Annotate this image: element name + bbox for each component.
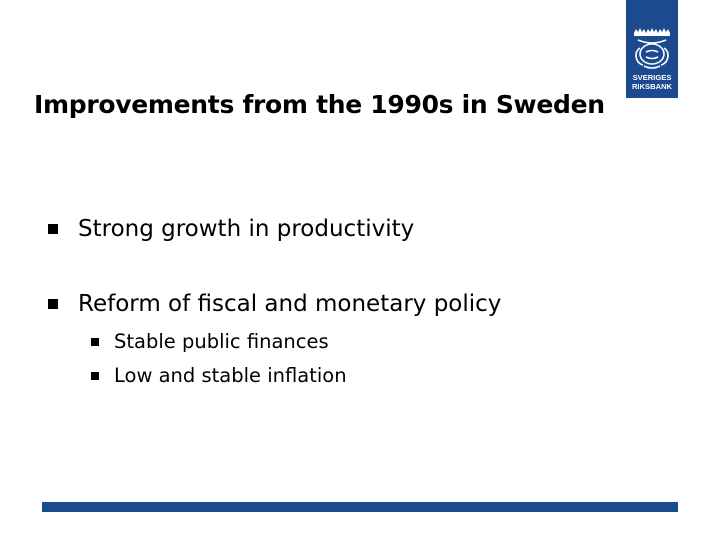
- bullet-text: Reform of fiscal and monetary policy: [78, 291, 502, 317]
- logo-text-line2: RIKSBANK: [631, 82, 673, 91]
- footer-bar: [42, 502, 678, 512]
- riksbank-crest-icon: [626, 0, 678, 98]
- square-bullet-icon: [91, 338, 99, 346]
- square-bullet-icon: [48, 299, 58, 309]
- bullet-text: Strong growth in productivity: [78, 216, 415, 242]
- slide-title: Improvements from the 1990s in Sweden: [34, 90, 605, 119]
- logo-text-line1: SVERIGES: [632, 73, 672, 82]
- square-bullet-icon: [48, 224, 58, 234]
- bullet-item: [48, 216, 414, 242]
- sub-bullet-text: Low and stable inflation: [114, 364, 347, 387]
- sub-bullet-item: [91, 364, 347, 387]
- sub-bullet-item: [91, 330, 329, 353]
- riksbank-logo: [626, 0, 678, 98]
- sub-bullet-text: Stable public finances: [114, 330, 329, 353]
- bullet-item: [48, 291, 501, 317]
- square-bullet-icon: [91, 372, 99, 380]
